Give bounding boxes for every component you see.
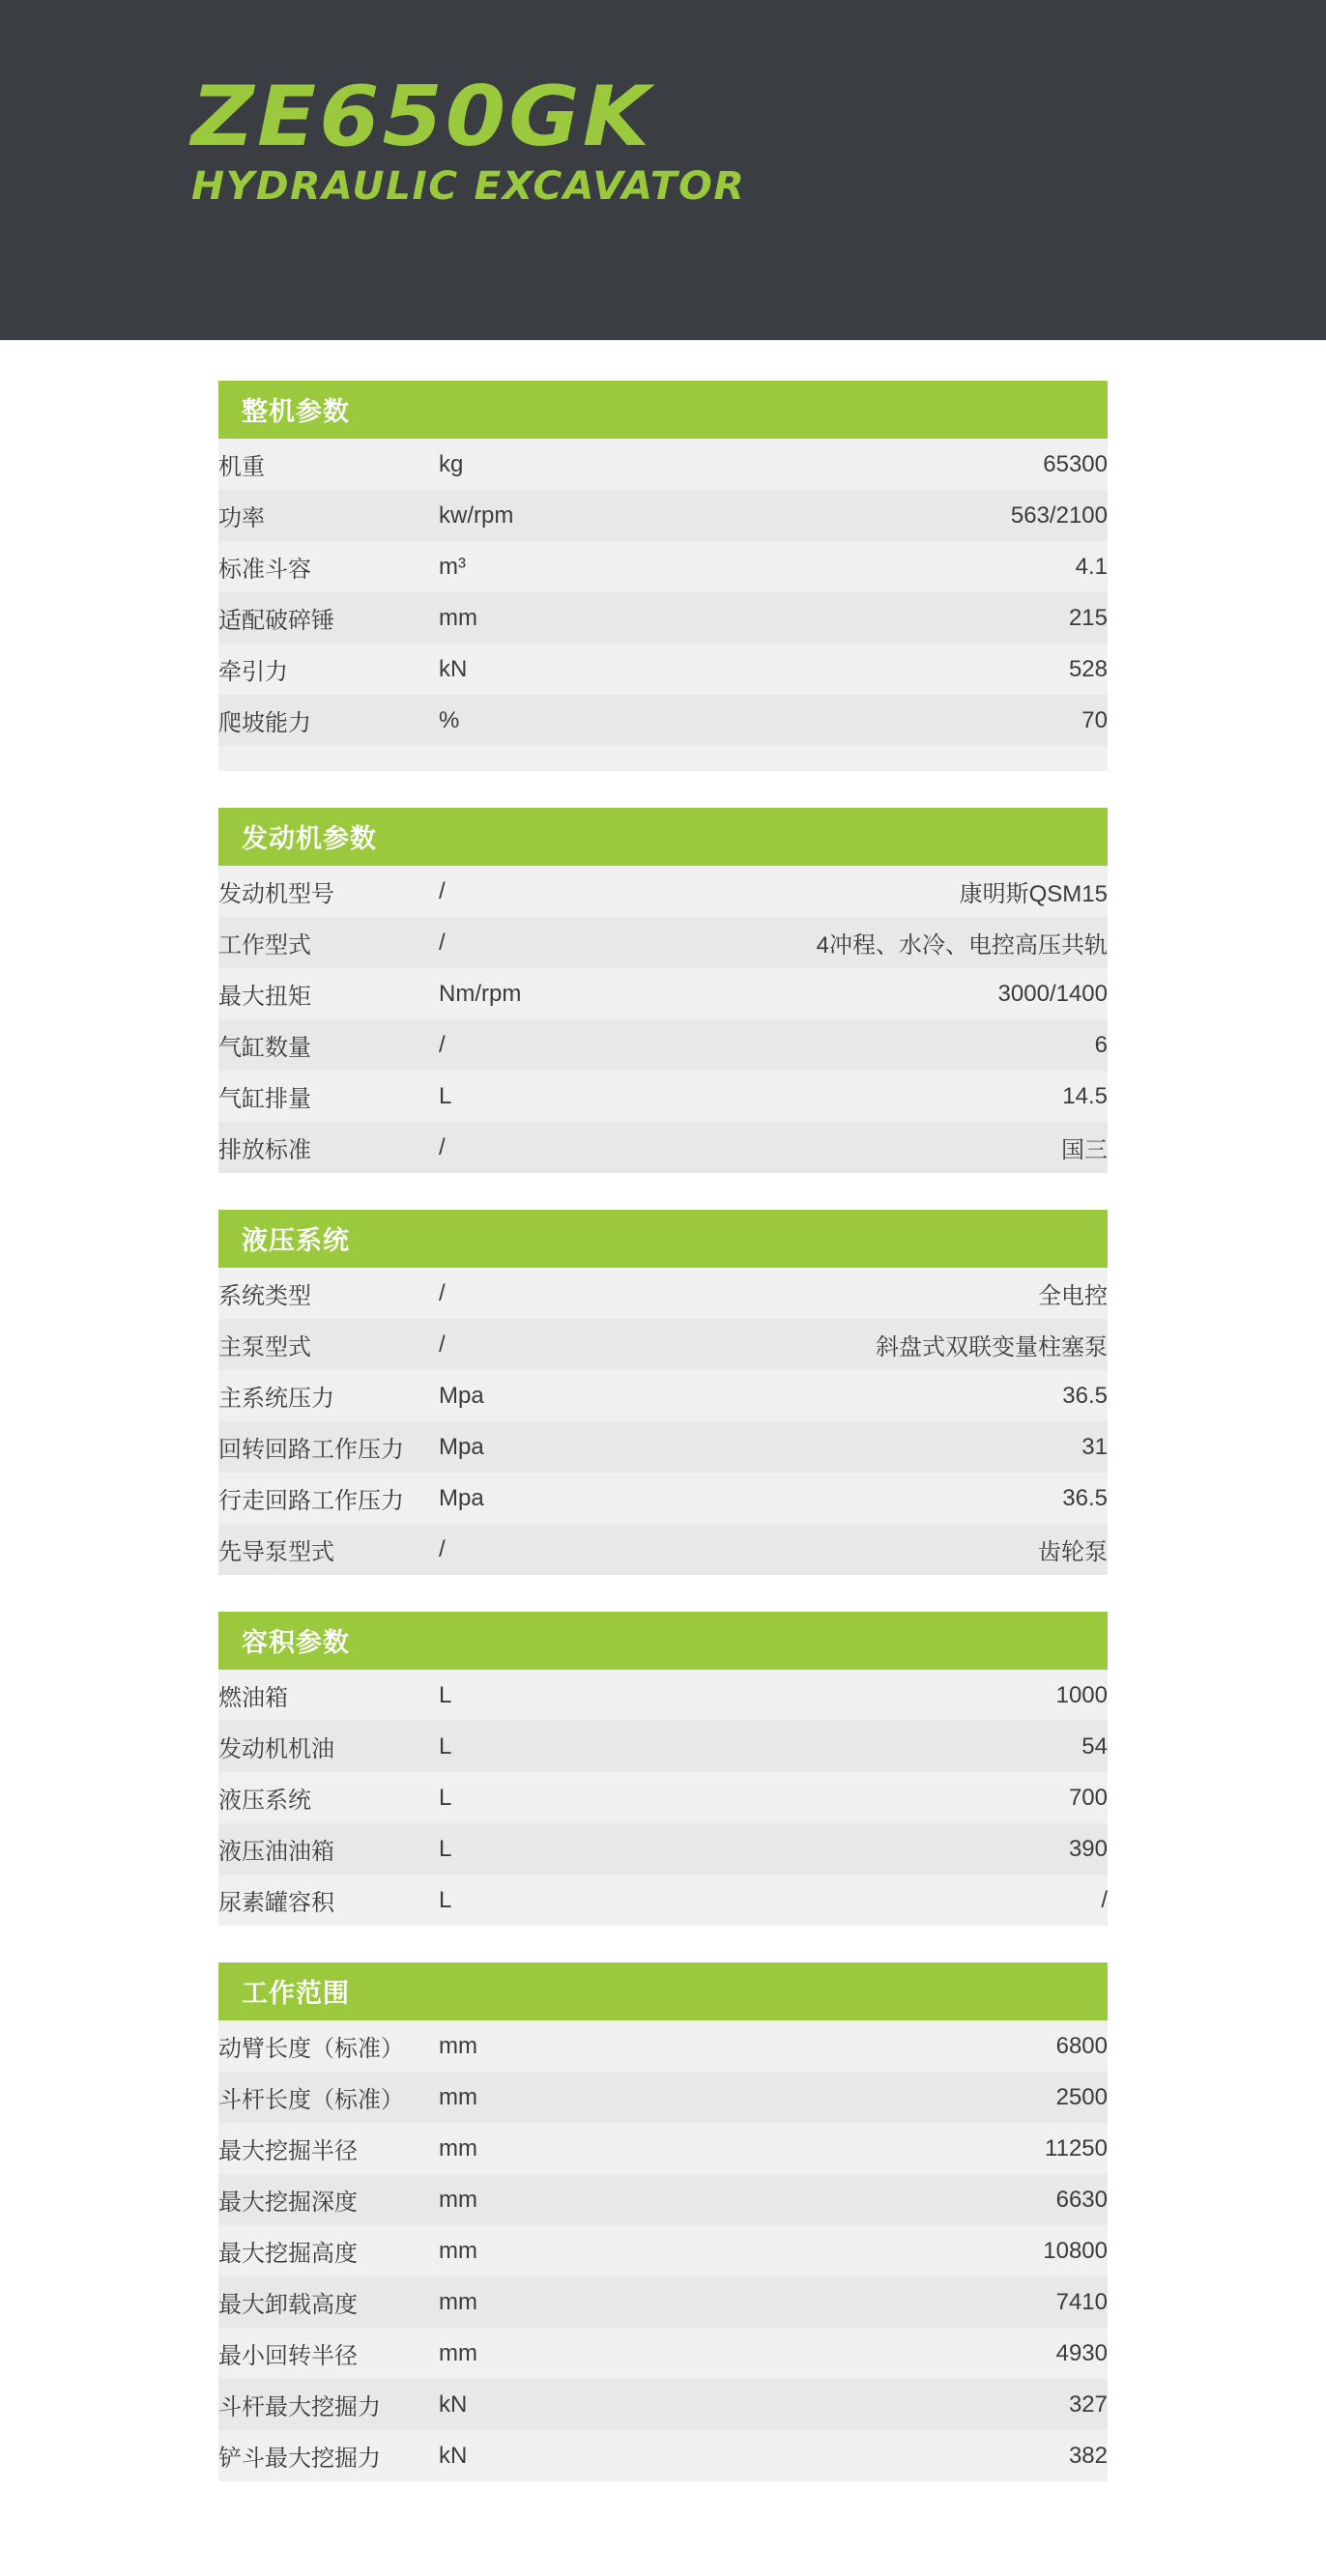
table-filler-cell — [439, 746, 593, 771]
spec-value: 2500 — [593, 2072, 1108, 2123]
spec-unit: / — [439, 866, 593, 917]
spec-unit: % — [439, 695, 593, 746]
spec-block-title: 发动机参数 — [218, 808, 1108, 866]
spec-block — [218, 1962, 1108, 2481]
spec-unit: Mpa — [439, 1370, 593, 1421]
spec-label: 工作型式 — [218, 917, 439, 968]
table-row — [218, 439, 1108, 490]
table-row — [218, 695, 1108, 746]
spec-unit: kw/rpm — [439, 490, 593, 541]
spec-unit: / — [439, 1122, 593, 1173]
spec-unit: L — [439, 1071, 593, 1122]
table-row — [218, 1823, 1108, 1875]
spec-label: 爬坡能力 — [218, 695, 439, 746]
spec-unit: Mpa — [439, 1421, 593, 1473]
spec-table — [218, 1268, 1108, 1575]
spec-block — [218, 1612, 1108, 1926]
spec-unit: mm — [439, 2020, 593, 2072]
table-row — [218, 1370, 1108, 1421]
spec-value: 65300 — [593, 439, 1108, 490]
table-row — [218, 1524, 1108, 1575]
spec-unit: / — [439, 1268, 593, 1319]
spec-unit: / — [439, 1524, 593, 1575]
spec-value: 康明斯QSM15 — [593, 866, 1108, 917]
spec-label: 液压系统 — [218, 1772, 439, 1823]
spec-value: 7410 — [593, 2276, 1108, 2328]
spec-unit: kg — [439, 439, 593, 490]
spec-value: 6800 — [593, 2020, 1108, 2072]
spec-value: 327 — [593, 2379, 1108, 2430]
spec-unit: L — [439, 1721, 593, 1772]
table-row — [218, 2430, 1108, 2481]
spec-value: 3000/1400 — [593, 968, 1108, 1019]
spec-label: 适配破碎锤 — [218, 592, 439, 644]
spec-value: 382 — [593, 2430, 1108, 2481]
spec-unit: Mpa — [439, 1473, 593, 1524]
spec-unit: kN — [439, 2430, 593, 2481]
spec-value: 700 — [593, 1772, 1108, 1823]
spec-value: 215 — [593, 592, 1108, 644]
table-row — [218, 1670, 1108, 1721]
spec-block — [218, 1210, 1108, 1575]
spec-label: 最大卸载高度 — [218, 2276, 439, 2328]
spec-unit: / — [439, 1019, 593, 1071]
spec-block-title: 整机参数 — [218, 381, 1108, 439]
spec-label: 系统类型 — [218, 1268, 439, 1319]
table-row — [218, 541, 1108, 592]
table-row — [218, 1319, 1108, 1370]
spec-value: 6630 — [593, 2174, 1108, 2225]
header-banner — [0, 0, 1326, 340]
table-row — [218, 490, 1108, 541]
spec-value: 390 — [593, 1823, 1108, 1875]
spec-label: 尿素罐容积 — [218, 1875, 439, 1926]
spec-label: 最大挖掘半径 — [218, 2123, 439, 2174]
spec-unit: mm — [439, 2225, 593, 2276]
table-row — [218, 2328, 1108, 2379]
spec-table — [218, 2020, 1108, 2481]
spec-value: 70 — [593, 695, 1108, 746]
spec-block-title: 工作范围 — [218, 1962, 1108, 2020]
spec-label: 标准斗容 — [218, 541, 439, 592]
table-row — [218, 1875, 1108, 1926]
spec-unit: L — [439, 1670, 593, 1721]
table-row — [218, 1122, 1108, 1173]
spec-value: 31 — [593, 1421, 1108, 1473]
table-row — [218, 2174, 1108, 2225]
spec-value: / — [593, 1875, 1108, 1926]
spec-value: 4.1 — [593, 541, 1108, 592]
spec-label: 斗杆最大挖掘力 — [218, 2379, 439, 2430]
spec-unit: L — [439, 1772, 593, 1823]
spec-unit: m³ — [439, 541, 593, 592]
table-filler-row — [218, 746, 1108, 771]
spec-label: 最大挖掘深度 — [218, 2174, 439, 2225]
spec-label: 主系统压力 — [218, 1370, 439, 1421]
spec-unit: mm — [439, 2123, 593, 2174]
product-model-title: ZE650GK — [191, 69, 653, 165]
spec-value: 1000 — [593, 1670, 1108, 1721]
spec-value: 4冲程、水冷、电控高压共轨 — [593, 917, 1108, 968]
spec-unit: kN — [439, 644, 593, 695]
spec-label: 发动机型号 — [218, 866, 439, 917]
spec-value: 4930 — [593, 2328, 1108, 2379]
spec-unit: L — [439, 1823, 593, 1875]
spec-label: 斗杆长度（标准） — [218, 2072, 439, 2123]
spec-unit: / — [439, 1319, 593, 1370]
spec-unit: mm — [439, 2072, 593, 2123]
spec-value: 14.5 — [593, 1071, 1108, 1122]
spec-label: 行走回路工作压力 — [218, 1473, 439, 1524]
spec-label: 最小回转半径 — [218, 2328, 439, 2379]
spec-value: 54 — [593, 1721, 1108, 1772]
table-row — [218, 1071, 1108, 1122]
spec-value: 国三 — [593, 1122, 1108, 1173]
spec-label: 气缸数量 — [218, 1019, 439, 1071]
table-row — [218, 1772, 1108, 1823]
spec-label: 动臂长度（标准） — [218, 2020, 439, 2072]
spec-unit: Nm/rpm — [439, 968, 593, 1019]
spec-table — [218, 866, 1108, 1173]
table-row — [218, 2379, 1108, 2430]
table-row — [218, 1473, 1108, 1524]
spec-table — [218, 1670, 1108, 1926]
table-row — [218, 968, 1108, 1019]
spec-value: 齿轮泵 — [593, 1524, 1108, 1575]
spec-label: 先导泵型式 — [218, 1524, 439, 1575]
spec-label: 排放标准 — [218, 1122, 439, 1173]
spec-block-title: 液压系统 — [218, 1210, 1108, 1268]
spec-content — [0, 340, 1326, 2576]
table-filler-cell — [218, 746, 439, 771]
spec-value: 36.5 — [593, 1473, 1108, 1524]
table-row — [218, 2072, 1108, 2123]
spec-unit: kN — [439, 2379, 593, 2430]
table-row — [218, 592, 1108, 644]
spec-value: 563/2100 — [593, 490, 1108, 541]
spec-unit: mm — [439, 2276, 593, 2328]
table-row — [218, 2123, 1108, 2174]
spec-unit: / — [439, 917, 593, 968]
table-row — [218, 2276, 1108, 2328]
spec-label: 主泵型式 — [218, 1319, 439, 1370]
table-row — [218, 917, 1108, 968]
spec-value: 全电控 — [593, 1268, 1108, 1319]
spec-blocks-container — [0, 381, 1326, 2481]
spec-value: 528 — [593, 644, 1108, 695]
table-row — [218, 1019, 1108, 1071]
table-filler-cell — [593, 746, 1108, 771]
spec-label: 功率 — [218, 490, 439, 541]
spec-unit: mm — [439, 2174, 593, 2225]
spec-label: 最大挖掘高度 — [218, 2225, 439, 2276]
spec-label: 最大扭矩 — [218, 968, 439, 1019]
spec-table — [218, 439, 1108, 771]
spec-label: 发动机机油 — [218, 1721, 439, 1772]
spec-block — [218, 381, 1108, 771]
spec-label: 气缸排量 — [218, 1071, 439, 1122]
table-row — [218, 866, 1108, 917]
table-row — [218, 1721, 1108, 1772]
product-subtitle: HYDRAULIC EXCAVATOR — [191, 164, 746, 209]
table-row — [218, 644, 1108, 695]
table-row — [218, 1421, 1108, 1473]
spec-block — [218, 808, 1108, 1173]
spec-label: 机重 — [218, 439, 439, 490]
spec-unit: L — [439, 1875, 593, 1926]
spec-label: 回转回路工作压力 — [218, 1421, 439, 1473]
spec-unit: mm — [439, 592, 593, 644]
spec-block-title: 容积参数 — [218, 1612, 1108, 1670]
spec-label: 燃油箱 — [218, 1670, 439, 1721]
spec-label: 牵引力 — [218, 644, 439, 695]
spec-value: 斜盘式双联变量柱塞泵 — [593, 1319, 1108, 1370]
spec-value: 36.5 — [593, 1370, 1108, 1421]
spec-value: 11250 — [593, 2123, 1108, 2174]
spec-value: 6 — [593, 1019, 1108, 1071]
table-row — [218, 2020, 1108, 2072]
spec-label: 铲斗最大挖掘力 — [218, 2430, 439, 2481]
spec-label: 液压油油箱 — [218, 1823, 439, 1875]
spec-value: 10800 — [593, 2225, 1108, 2276]
table-row — [218, 1268, 1108, 1319]
table-row — [218, 2225, 1108, 2276]
spec-unit: mm — [439, 2328, 593, 2379]
